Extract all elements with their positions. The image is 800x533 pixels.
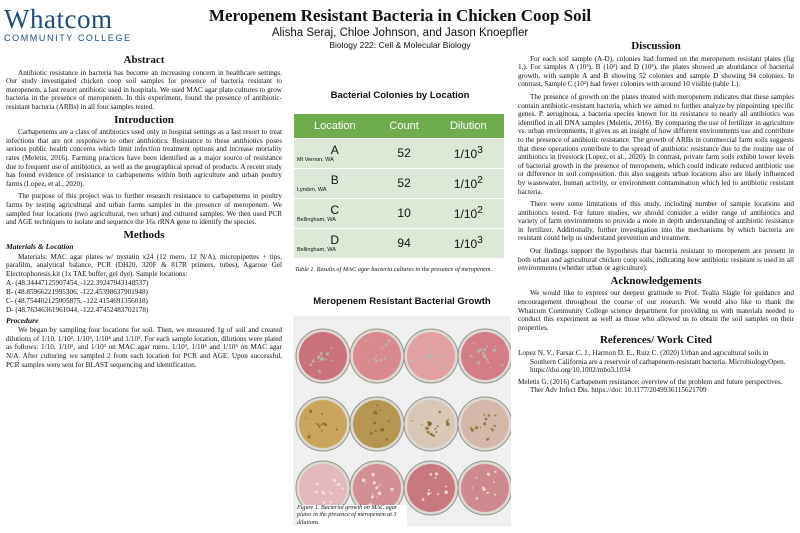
bacterial-colony: [435, 431, 437, 433]
bacterial-colony: [323, 501, 326, 504]
bacterial-colony: [493, 348, 494, 349]
bacterial-colony: [483, 487, 484, 488]
agar-surface: [461, 464, 509, 512]
bacterial-colony: [445, 356, 447, 358]
bacterial-colony: [315, 490, 318, 493]
bacterial-colony: [322, 422, 324, 424]
bacterial-colony: [447, 419, 449, 421]
bacterial-colony: [445, 486, 447, 488]
agar-surface: [353, 400, 401, 448]
bacterial-colony: [430, 360, 433, 363]
references-heading: References/ Work Cited: [599, 334, 712, 347]
bacterial-colony: [476, 497, 479, 500]
bacterial-colony: [435, 477, 437, 479]
bacterial-colony: [427, 492, 430, 495]
bacterial-colony: [495, 346, 496, 347]
bacterial-colony: [471, 429, 474, 432]
reference-item: Lopez N. V., Farsar C. J., Harmon D. E., Ruiz C. (2020) Urban and agricultural soils in Southern California are a reservoir of carbapenem-resistant bacteria. MicrobiologyOpen. https://doi.org/10.1002/mbo3.1034: [518, 349, 786, 375]
bacterial-colony: [411, 359, 414, 362]
count-cell: 10: [376, 198, 433, 228]
bacterial-colony: [427, 431, 430, 434]
bacterial-colony: [483, 348, 486, 351]
discussion-paragraph-2: The presence of growth on the plates treated with meropenem indicates that these samples contain antibiotic-resistant bacteria, which we aimed to further analyze by pinpointing specific genes. P. aeruginosa, a bacteria species known for its resistance to nearly all antibiotics was identified in all DNA samples (Meletis, 2016). By comparing the use of fertilizer in agriculture vs. urban environments, it gives us an insight of how different environments use and contribute to the presence of antibiotic resistance. The growth of ARBs in commercial farm soils suggests that these operations contribute to the spread of antibiotic resistance due to the routine use of antibiotics in livestock (Lopez, et al., 2020). In contrast, private farm soils exhibit lower levels of bacterial growth in the presence of meropenem, which could indicate reduced antibiotic use or difference in soil composition. this also suggests urban locations also are likely influenced by wastewater, human activity, or environment contamination which led to antibiotic resistant bacteria.: [518, 92, 794, 196]
bacterial-colony: [388, 339, 391, 342]
bacterial-colony: [379, 359, 382, 362]
table-title: Bacterial Colonies by Location: [330, 90, 470, 101]
bacterial-colony: [469, 355, 472, 358]
count-cell: 94: [376, 228, 433, 258]
dilution-exponent: 2: [477, 175, 483, 186]
bacterial-colony: [375, 430, 377, 432]
column-header: Count: [376, 114, 433, 138]
dilution-cell: [433, 168, 504, 198]
bacterial-colony: [438, 366, 441, 369]
bacterial-colony: [439, 349, 441, 351]
logo-subtitle: COMMUNITY COLLEGE: [4, 33, 132, 43]
bacterial-colony: [434, 429, 435, 430]
location-letter: A: [330, 143, 339, 157]
bacterial-colony: [304, 362, 306, 364]
count-cell: 52: [376, 138, 433, 168]
abstract-text: Antibiotic resistance in bacteria has become an increasing concern in healthcare settings. Our study investigated chicken coop soil samples for presence of bacteria resistant to meropenem, a last resort antibiotic used in hospitals. We used MAC agar plate cultures to grow bacteria in the presence of meropenem. In this experiment, found the presence of antibiotic-resistant bacteria (ARBs) in all four samples tested.: [6, 68, 282, 111]
dilution-cell: [433, 228, 504, 258]
bacterial-colony: [376, 404, 378, 406]
column-header: Dilution: [433, 114, 504, 138]
bacterial-colony: [437, 425, 439, 427]
bacterial-colony: [429, 433, 431, 435]
procedure-text: We began by sampling four locations for soil. Then, we measured 1g of soil and created dilutions of 1/10, 1/10², 1/10³, 1/10⁴ and 1/10⁵. For each sample location, dilutions were plated as follows: 1/10, 1/10², and 1/10³ on MAC agar mero. 1/10³, 1/10⁴ and 1/10⁵ on MAC agar N/A. After culturing we sampled 2 from each location for PCR and AGE. Upon successful, PCR samples were sent for BLAST sequencing and identification.: [6, 326, 282, 369]
methods-heading: Methods: [123, 228, 165, 241]
bacterial-colony: [370, 418, 371, 419]
bacterial-colony: [305, 417, 306, 418]
bacterial-colony: [377, 486, 379, 488]
bacterial-colony: [321, 430, 323, 432]
figure-title: Meropenem Resistant Bacterial Growth: [313, 296, 491, 307]
right-column: [518, 38, 794, 398]
bacterial-colony: [326, 352, 329, 355]
bacterial-colony: [501, 364, 504, 367]
bacterial-colony: [375, 359, 378, 362]
bacterial-colony: [316, 423, 317, 424]
bacterial-colony: [376, 487, 378, 489]
bacterial-colony: [318, 370, 321, 373]
bacterial-colony: [428, 489, 430, 491]
location-letter: C: [330, 203, 340, 217]
bacterial-colony: [428, 343, 430, 345]
location-coord: B- (48.85966221995306, -122.45398637901948): [6, 287, 148, 296]
bacterial-colony: [371, 496, 374, 499]
bacterial-colony: [443, 367, 446, 370]
bacterial-colony: [480, 427, 481, 428]
bacterial-colony: [489, 437, 490, 438]
bacterial-colony: [425, 427, 428, 430]
bacterial-colony: [484, 414, 486, 416]
bacterial-colony: [475, 426, 478, 429]
count-cell: 52: [376, 168, 433, 198]
bacterial-colony: [488, 414, 490, 416]
bacterial-colony: [375, 412, 377, 414]
bacterial-colony: [388, 420, 390, 422]
bacterial-colony: [333, 479, 336, 482]
table-row: [294, 138, 504, 168]
bacterial-colony: [486, 438, 489, 441]
bacterial-colony: [380, 428, 383, 431]
introduction-heading: Introduction: [114, 113, 174, 126]
bacterial-colony: [430, 423, 432, 425]
bacterial-colony: [477, 361, 481, 365]
bacterial-colony: [309, 410, 312, 413]
bacterial-colony: [325, 358, 327, 360]
bacterial-colony: [483, 422, 486, 425]
dilution-exponent: 3: [477, 145, 483, 156]
table-caption: Table 1. Results of MAC agar bacteria cultures in the presence of meropenem.: [295, 266, 493, 273]
dilution-cell: [433, 198, 504, 228]
bacterial-colony: [373, 358, 375, 360]
poster-authors: Alisha Seraj, Chloe Johnson, and Jason Knoepfler: [271, 27, 529, 39]
table-row: [294, 168, 504, 198]
dilution-exponent: 2: [477, 205, 483, 216]
bacterial-colony: [321, 491, 324, 494]
bacterial-colony: [427, 421, 430, 424]
bacterial-colony: [477, 350, 480, 353]
bacterial-colony: [317, 356, 320, 359]
bacterial-colony: [444, 490, 448, 494]
bacterial-colony: [422, 498, 425, 501]
bacterial-colony: [487, 361, 489, 363]
bacterial-colony: [316, 483, 319, 486]
bacterial-colony: [437, 361, 439, 363]
dilution-exponent: 3: [477, 235, 483, 247]
bacterial-colony: [376, 355, 378, 357]
bacterial-colony: [309, 363, 312, 366]
discussion-heading: Discussion: [631, 40, 681, 52]
bacterial-colony: [486, 358, 488, 360]
bacterial-colony: [421, 424, 422, 425]
bacterial-colony: [494, 415, 496, 417]
bacterial-colony: [372, 494, 374, 496]
dilution-base: 1/10: [453, 147, 478, 161]
left-column: [6, 52, 282, 373]
bacterial-colony: [307, 435, 310, 438]
bacterial-colony: [493, 481, 495, 483]
location-place: Bellingham, WA: [297, 217, 336, 223]
bacterial-colony: [432, 434, 435, 437]
dilution-base: 1/10: [453, 207, 478, 221]
bacterial-colony: [372, 473, 375, 476]
table-header-row: [294, 114, 504, 138]
location-place: Mt Vernon, WA: [297, 157, 334, 163]
procedure-heading: Procedure: [6, 315, 39, 325]
bacterial-colony: [373, 481, 376, 484]
bacterial-colony: [340, 348, 341, 349]
reference-item: Meletis G. (2016) Carbapenem resistance: overview of the problem and future perspectives. Ther Adv Infect Dis. https://doi: 10.1177/2049936115621709: [518, 377, 783, 395]
bacterial-colony: [429, 425, 431, 427]
bacterial-colony: [337, 483, 340, 486]
dilution-base: 1/10: [453, 177, 478, 191]
bacterial-colony: [331, 360, 333, 362]
bacterial-colony: [432, 352, 433, 353]
bacterial-colony: [494, 471, 496, 473]
bacterial-colony: [365, 340, 367, 342]
sample-locations: [6, 279, 282, 315]
bacterial-colony: [412, 355, 415, 358]
bacterial-colony: [486, 345, 488, 347]
bacterial-colony: [489, 367, 491, 369]
bacterial-colony: [320, 357, 323, 360]
introduction-paragraph-2: The purpose of this project was to further research resistance to carbapenems in poultry farms by testing agricultural and urban farms samples in the presence of meropenem. We sampled four locations (two agricultural, two urban) and cultured samples. We then used PCR and AGE techniques to isolate and sequence the 16s rRNA gene to identify the species.: [6, 192, 282, 227]
location-place: Bellingham, WA: [297, 247, 336, 254]
bacterial-colony: [380, 484, 382, 486]
bacterial-colony: [370, 342, 372, 344]
agar-surface: [407, 464, 455, 512]
location-coord: A- (48.34447125907454, -122.39247943148537): [6, 278, 149, 287]
location-coord: C- (48.754402125005875, -122.4154691356018): [6, 296, 148, 305]
discussion-paragraph-1: For each soil sample (A-D), colonies had formed on the meropenem resistant plates (fig 1.). For samples A (10³), B (10²) and D (10³), the plates showed an abundance of bacterial growth, with sample A and B showing 52 colonies and sample D showing 94 colonies. In contrast, Sample C (10²) had fewer colonies with around 10 visible (table 1.).: [518, 54, 794, 89]
bacterial-colony: [376, 497, 377, 498]
bacterial-colony: [485, 489, 487, 491]
table-row: [294, 198, 504, 228]
agar-surface: [299, 332, 347, 380]
bacterial-colony: [435, 472, 438, 475]
logo-wordmark: Whatcom: [4, 4, 113, 34]
bacterial-colony: [483, 355, 485, 357]
bacterial-colony: [494, 494, 496, 496]
bacterial-colony: [380, 409, 382, 411]
bacterial-colony: [446, 423, 450, 427]
figure-caption: Figure 1. Bacterial growth on MAC agar plates in the presence of meropenem at 3 dilutions.: [297, 505, 407, 527]
poster-course: Biology 222: Cell & Molecular Biology: [329, 40, 471, 50]
bacterial-colony: [430, 355, 433, 358]
discussion-paragraph-4: Our findings support the hypothesis that bacteria resistant to meropenem are present in both urban and agricultural chicken coop soils, indicating how antibiotic resistant is used in all environments (whether urban or agriculture).: [518, 247, 794, 273]
agar-plates-photo: [293, 316, 511, 526]
bacterial-colony: [320, 352, 323, 355]
bacterial-colony: [373, 421, 376, 424]
bacterial-colony: [435, 352, 436, 353]
abstract-heading: Abstract: [123, 54, 165, 66]
bacterial-colony: [312, 360, 315, 363]
bacterial-colony: [367, 359, 369, 361]
bacterial-colony: [487, 473, 490, 476]
introduction-paragraph-1: Carbapenems are a class of antibiotics used only in hospital settings as a last resort to treat infections that are not responsive to other antibiotics. Resistance to these antibiotics poses serious public health concerns which limit infection treatment options and increase mortality rates (Meletis, 2016). Farming practices have been identified as a major source of resistance due to frequent use of antibiotics, as well as the geographical spread of products. A recent study has found evidence of resistance to carbapenems within both agriculture and urban poultry farms (Lopez, et al., 2020).: [6, 128, 282, 188]
poster-title: Meropenem Resistant Bacteria in Chicken Coop Soil: [208, 6, 592, 25]
bacterial-colony: [385, 343, 388, 346]
bacterial-colony: [421, 340, 423, 342]
petri-dish-grid: [293, 316, 511, 526]
discussion-paragraph-3: There were some limitations of this study, including number of sample locations and antibiotics tested. For future studies, we should consider a wider range of antibiotics and variety of farm environments to provide a more in depth understanding of antibiotic resistance in fertilizer. Additionally, further investigation into the mechanisms by which bacteria are resistant could help us understand prevention and treatment.: [518, 200, 794, 243]
bacterial-colony: [487, 492, 489, 494]
bacterial-colony: [365, 482, 366, 483]
location-letter: D: [330, 233, 340, 248]
bacterial-colony: [331, 493, 333, 495]
location-letter: B: [330, 173, 339, 187]
bacterial-colony: [318, 425, 320, 427]
bacterial-colony: [412, 420, 413, 421]
location-place: Lynden, WA: [297, 187, 327, 193]
bacterial-colony: [430, 473, 433, 476]
college-logo: [4, 6, 144, 43]
bacterial-colony: [437, 493, 439, 495]
bacterial-colony: [482, 352, 485, 355]
bacterial-colony: [378, 492, 382, 496]
bacterial-colony: [317, 423, 319, 425]
acknowledgements-text: We would like to express our deepest gratitude to Prof. Tealia Slagle for guidance and encouragement throughout the course of our research. We would also like to thank the Whatcom Community College science department for providing us with materials needed to conduct this experiment as well as those who allowed us to obtain the soil samples on their properties.: [518, 289, 794, 332]
bacterial-colony: [330, 347, 332, 349]
bacterial-colony: [341, 487, 344, 490]
bacterial-colony: [362, 479, 366, 483]
bacterial-colony: [473, 342, 475, 344]
bacterial-colony: [321, 413, 323, 415]
bacterial-colony: [336, 428, 338, 430]
bacterial-colony: [485, 418, 488, 421]
bacterial-colony: [492, 429, 494, 431]
bacterial-colony: [321, 424, 323, 426]
bacterial-colony: [438, 341, 440, 343]
dilution-cell: [433, 138, 504, 168]
acknowledgements-heading: Acknowledgements: [610, 274, 702, 287]
bacterial-colony: [390, 488, 393, 491]
bacterial-colony: [494, 425, 496, 427]
bacterial-colony: [429, 348, 432, 351]
bacterial-colony: [384, 357, 387, 360]
bacterial-colony: [381, 347, 383, 349]
column-header: Location: [294, 114, 376, 138]
bacterial-colony: [329, 501, 332, 504]
materials-text: Materials: MAC agar plates w/ nystatin x24 (12 mero, 12 N/A), micropipettes + tips, parafilm, analytical balance, PCR (DH20, 320F & 817R primers, tubes), Agarose Gel Electrophoresis kit (1x TAE buffer, gel dye). Sample locations:: [6, 252, 282, 279]
bacterial-colony: [433, 358, 434, 359]
bacterial-colony: [437, 355, 440, 358]
bacterial-colony: [386, 438, 389, 441]
location-coord: D- (48.76346361961044, -122.47452483702178): [6, 305, 149, 314]
bacterial-colony: [370, 432, 373, 435]
bacterial-colony: [472, 487, 474, 489]
bacterial-colony: [430, 492, 432, 494]
bacterial-colony: [423, 358, 425, 360]
materials-heading: Materials & Location: [6, 242, 74, 252]
table-row: [294, 228, 504, 258]
bacterial-colony: [476, 477, 478, 479]
bacterial-colony: [318, 361, 319, 362]
colonies-table: [294, 114, 504, 258]
dilution-base: 1/10: [453, 237, 478, 252]
bacterial-colony: [438, 411, 441, 414]
